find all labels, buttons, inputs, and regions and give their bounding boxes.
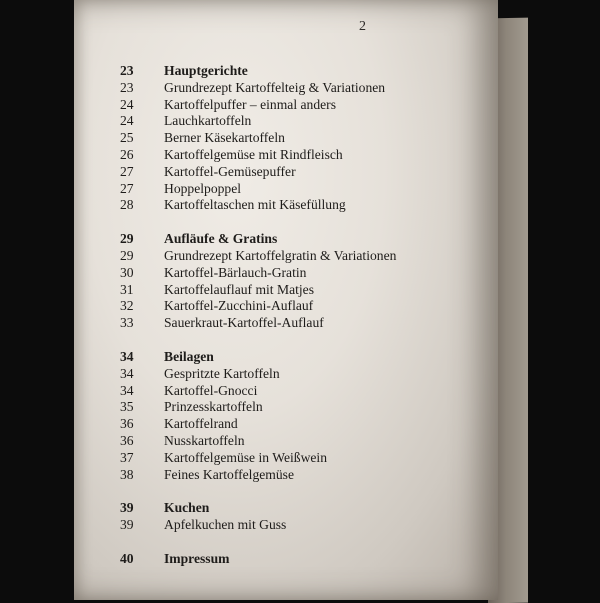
section-page-number: 39 [120, 500, 134, 516]
entry-title: Gespritzte Kartoffeln [164, 365, 280, 381]
entry-page-number: 35 [120, 399, 134, 415]
section-page-number: 23 [120, 63, 134, 78]
entry-title: Hoppelpoppel [164, 180, 242, 196]
entry-title: Kartoffel-Gemüsepuffer [164, 163, 296, 179]
entry-title: Kartoffel-Bärlauch-Gratin [164, 264, 307, 280]
toc-section [120, 231, 440, 332]
section-gap [120, 214, 440, 231]
entry-title: Grundrezept Kartoffelteig & Variationen [164, 79, 386, 95]
section-title: Aufläufe & Gratins [164, 231, 278, 247]
section-gap [120, 483, 440, 500]
toc-entry [120, 181, 440, 198]
entry-title: Feines Kartoffelgemüse [164, 466, 294, 482]
table-of-contents [120, 63, 440, 568]
entry-title: Kartoffeltaschen mit Käsefüllung [164, 197, 346, 213]
section-heading [120, 349, 440, 366]
toc-entry [120, 197, 440, 214]
toc-section [120, 349, 440, 483]
toc-entry [120, 147, 440, 164]
entry-title: Kartoffelpuffer – einmal anders [164, 96, 336, 112]
toc-entry [120, 265, 440, 282]
section-heading [120, 63, 440, 80]
entry-title: Kartoffelauflauf mit Matjes [164, 281, 314, 297]
entry-page-number: 24 [120, 113, 134, 129]
entry-title: Grundrezept Kartoffelgratin & Variationen [164, 247, 397, 263]
toc-entry [120, 164, 440, 181]
entry-title: Kartoffelrand [164, 416, 238, 432]
section-page-number: 29 [120, 231, 134, 247]
toc-section [120, 551, 440, 568]
entry-title: Kartoffelgemüse in Weißwein [164, 449, 327, 465]
entry-title: Lauchkartoffeln [164, 113, 252, 129]
entry-page-number: 26 [120, 146, 134, 162]
section-heading [120, 231, 440, 248]
section-heading [120, 551, 440, 568]
toc-entry [120, 315, 440, 332]
entry-page-number: 32 [120, 298, 134, 314]
section-title: Kuchen [164, 500, 210, 516]
entry-page-number: 37 [120, 449, 134, 465]
entry-page-number: 25 [120, 130, 134, 146]
entry-title: Kartoffelgemüse mit Rindfleisch [164, 146, 343, 162]
entry-title: Prinzesskartoffeln [164, 399, 263, 415]
toc-entry [120, 298, 440, 315]
entry-page-number: 36 [120, 416, 134, 432]
section-gap [120, 534, 440, 551]
entry-page-number: 30 [120, 264, 134, 280]
section-page-number: 34 [120, 348, 134, 364]
toc-entry [120, 517, 440, 534]
entry-page-number: 34 [120, 365, 134, 381]
entry-title: Nusskartoffeln [164, 432, 245, 448]
section-title: Impressum [164, 550, 230, 566]
entry-page-number: 23 [120, 79, 134, 95]
section-page-number: 40 [120, 550, 134, 566]
entry-title: Kartoffel-Gnocci [164, 382, 258, 398]
entry-page-number: 29 [120, 247, 134, 263]
entry-title: Sauerkraut-Kartoffel-Auflauf [164, 315, 324, 331]
toc-entry [120, 80, 440, 97]
toc-entry [120, 467, 440, 484]
entry-page-number: 28 [120, 197, 134, 213]
entry-page-number: 33 [120, 315, 134, 331]
entry-page-number: 31 [120, 281, 134, 297]
entry-page-number: 36 [120, 432, 134, 448]
toc-section [120, 500, 440, 534]
toc-entry [120, 282, 440, 299]
entry-page-number: 38 [120, 466, 134, 482]
toc-entry [120, 113, 440, 130]
toc-entry [120, 416, 440, 433]
toc-entry [120, 97, 440, 114]
toc-entry [120, 130, 440, 147]
page-number: 2 [359, 19, 366, 34]
entry-page-number: 39 [120, 517, 134, 533]
entry-title: Berner Käsekartoffeln [164, 130, 285, 146]
section-title: Hauptgerichte [164, 63, 248, 78]
toc-entry [120, 399, 440, 416]
entry-page-number: 27 [120, 163, 134, 179]
toc-section [120, 63, 440, 214]
section-heading [120, 500, 440, 517]
entry-page-number: 24 [120, 96, 134, 112]
toc-entry [120, 366, 440, 383]
toc-entry [120, 433, 440, 450]
entry-title: Kartoffel-Zucchini-Auflauf [164, 298, 314, 314]
toc-entry [120, 450, 440, 467]
entry-page-number: 27 [120, 180, 134, 196]
section-title: Beilagen [164, 348, 214, 364]
entry-page-number: 34 [120, 382, 134, 398]
entry-title: Apfelkuchen mit Guss [164, 517, 287, 533]
toc-entry [120, 383, 440, 400]
section-gap [120, 332, 440, 349]
toc-entry [120, 248, 440, 265]
